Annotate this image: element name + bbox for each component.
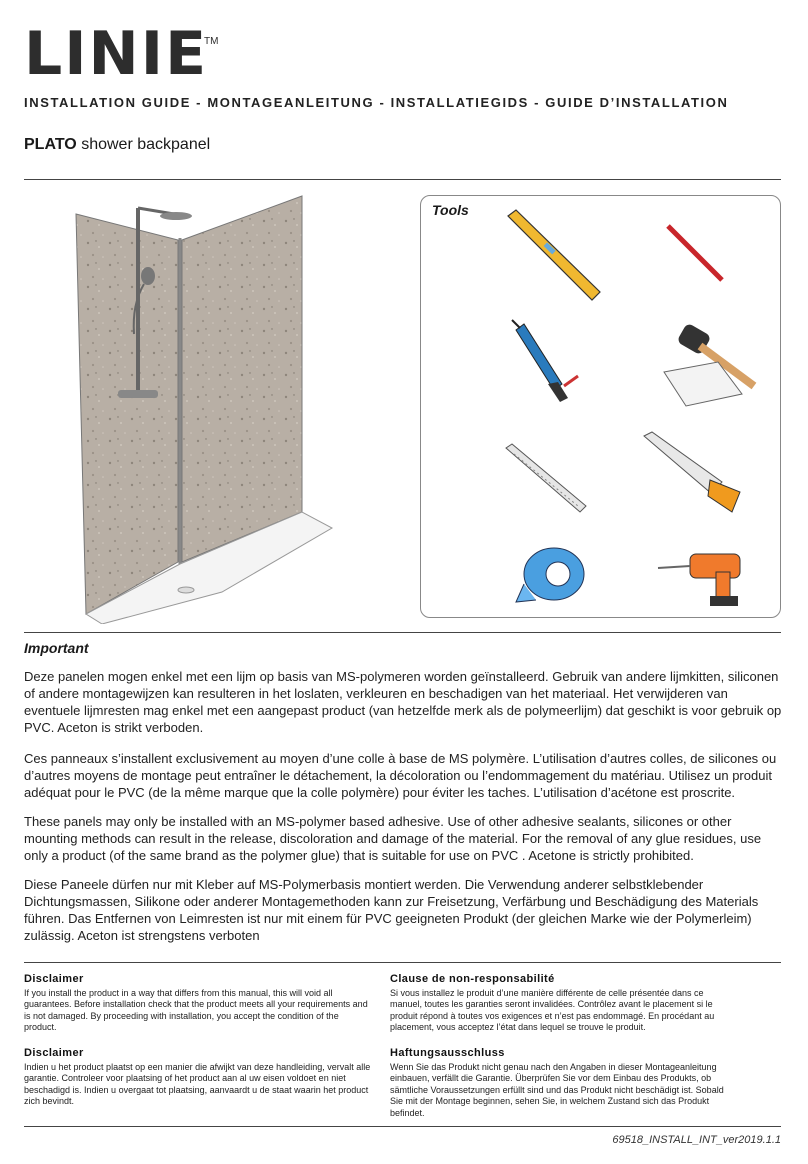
tools-title: Tools bbox=[432, 202, 469, 218]
caulking-gun-icon bbox=[502, 314, 584, 413]
trademark-mark: TM bbox=[204, 36, 219, 47]
product-title bbox=[24, 136, 210, 154]
pencil-icon bbox=[664, 224, 728, 289]
paragraph-fr: Ces panneaux s’installent exclusivement au moyen d’une colle à base de MS polymère. L’utilisation d’autres colles, de silicones ou d’autres moyens de montage peut entraîner le détachement, la décoloration ou l’endommagement du matériau. Utilisez un produit adéquat pour le PVC (de la même marque que la colle polymère) pour éviter les taches. L’utilisation d’acétone est proscrite. bbox=[24, 751, 777, 800]
drill-icon bbox=[654, 548, 758, 615]
disclaimer-de bbox=[390, 1048, 738, 1119]
guide-subtitle: INSTALLATION GUIDE - MONTAGEANLEITUNG - INSTALLATIEGIDS - GUIDE D’INSTALLATION bbox=[24, 95, 729, 110]
disclaimer-text: Wenn Sie das Produkt nicht genau nach den Angaben in dieser Montageanleitung einbauen, verfällt die Garantie. Überprüfen Sie vor dem Einbau des Produkts, ob sämtliche Voraussetzungen erfüllt sind und das Produkt nicht beschädigt ist. Sobald Sie mit der Montage beginnen, sehen Sie, in welchem Zustand sich das Produkt befindet. bbox=[390, 1061, 724, 1118]
disclaimer-nl bbox=[24, 1048, 372, 1108]
divider bbox=[24, 179, 781, 180]
shower-illustration bbox=[62, 194, 344, 624]
disclaimer-title: Disclaimer bbox=[24, 973, 84, 985]
product-name: PLATO bbox=[24, 136, 77, 153]
tape-icon bbox=[514, 544, 594, 611]
brand-logo bbox=[24, 16, 224, 82]
spirit-level-icon bbox=[504, 208, 604, 309]
disclaimer-text: Si vous installez le produit d’une manière différente de celle présentée dans ce manuel, toutes les garanties seront invalidées. Contrôlez avant le placement si le produit répond à toutes vos exigences et n’est pas endommagé. En procédant au placement, vous acceptez l’état dans lequel se trouve le produit. bbox=[390, 987, 715, 1032]
disclaimer-text: If you install the product in a way that differs from this manual, this will void all guarantees. Before installation check that the product meets all your requirements and is not damaged. By proceeding with installation, you accept the condition of the product. bbox=[24, 987, 368, 1032]
ruler-icon bbox=[504, 442, 588, 523]
disclaimer-title: Disclaimer bbox=[24, 1047, 84, 1059]
divider bbox=[24, 962, 781, 963]
brand-logo-text: LINIE bbox=[24, 19, 209, 82]
disclaimer-en bbox=[24, 974, 372, 1034]
divider bbox=[24, 632, 781, 633]
disclaimer-title: Haftungsausschluss bbox=[390, 1047, 505, 1059]
document-code: 69518_INSTALL_INT_ver2019.1.1 bbox=[612, 1134, 781, 1146]
product-description: shower backpanel bbox=[81, 136, 211, 153]
disclaimer-title: Clause de non-responsabilité bbox=[390, 973, 555, 985]
paragraph-de: Diese Paneele dürfen nur mit Kleber auf MS-Polymerbasis montiert werden. Die Verwendung anderer selbstklebender Dichtungsmassen, Silikone oder anderer Montagemethoden kann zur Freisetzung, Verfärbung und Beschädigung des Materials führen. Das Entfernen von Leimresten ist nur mit einem für PVC geeigneten Produkt (der gleichen Marke wie der Polymerleim) zulässig. Aceton ist strengstens verboten bbox=[24, 877, 759, 943]
cloth-icon bbox=[662, 360, 746, 415]
disclaimer-text: Indien u het product plaatst op een manier die afwijkt van deze handleiding, vervalt alle garantie. Controleer voor plaatsing of het product aan al uw eisen voldoet en niet beschadigd is. Indien u overgaat tot plaatsing, aanvaardt u de staat waarin het product zich bevindt. bbox=[24, 1061, 371, 1106]
paragraph-nl: Deze panelen mogen enkel met een lijm op basis van MS-polymeren worden geïnstalleerd. Gebruik van andere lijmkitten, siliconen of andere montagewijzen kan resulteren in het loslaten, verkleuren en beschadigen van het materiaal. Het verwijderen van eventuele lijmresten mag enkel met een aangepast product (van hetzelfde merk als de polymeerlijm) dat geschikt is voor gebruik op PVC. Aceton is strikt verboden. bbox=[24, 669, 782, 735]
paragraph-en: These panels may only be installed with an MS-polymer based adhesive. Use of other adhesive sealants, silicones or other mounting methods can result in the release, discoloration and damage of the material. For the removal of any glue residues, use only a product (of the same brand as the polymer glue) that is suitable for use on PVC . Acetone is strictly prohibited. bbox=[24, 814, 762, 863]
disclaimer-fr bbox=[390, 974, 738, 1034]
divider bbox=[24, 1126, 781, 1127]
saw-icon bbox=[642, 430, 744, 519]
important-title: Important bbox=[24, 640, 89, 656]
